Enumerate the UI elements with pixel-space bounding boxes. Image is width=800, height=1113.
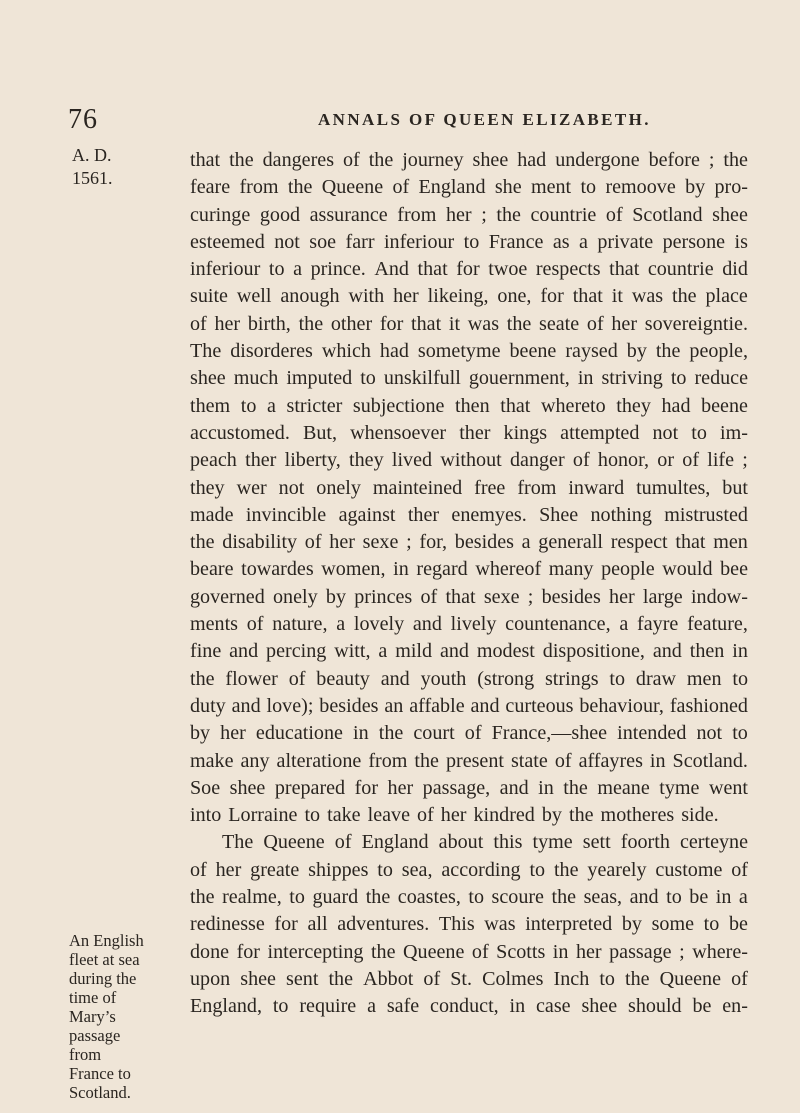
margin-note-line: during the	[69, 969, 137, 988]
margin-note-line: from	[69, 1045, 102, 1064]
margin-year-line: A. D.	[72, 145, 112, 165]
text-line: inferiour to a prince. And that for twoe respects that countrie did	[190, 258, 748, 281]
margin-note-line: France to	[69, 1064, 131, 1083]
text-line: feare from the Queene of England she ment to remoove by pro-	[190, 176, 748, 199]
page-number: 76	[68, 104, 98, 135]
margin-note-line: passage	[69, 1026, 121, 1045]
text-line: of her greate shippes to sea, according to the yearely custome of	[190, 858, 748, 881]
text-line: done for intercepting the Queene of Scotts in her passage ; where-	[190, 940, 748, 963]
text-line: Soe shee prepared for her passage, and in the meane tyme went	[190, 776, 748, 799]
margin-note-line: Mary’s	[69, 1007, 116, 1026]
text-line: the flower of beauty and youth (strong strings to draw men to	[190, 667, 748, 690]
text-line: make any alteratione from the present state of affayres in Scotland.	[190, 749, 748, 772]
text-line: the disability of her sexe ; for, besides a generall respect that men	[190, 531, 748, 554]
text-line: them to a stricter subjectione then that whereto they had beene	[190, 394, 748, 417]
text-line: The Queene of England about this tyme sett foorth certeyne	[222, 831, 748, 854]
margin-note	[69, 931, 155, 1102]
text-line: governed onely by princes of that sexe ; besides her large indow-	[190, 585, 748, 608]
margin-note-line: time of	[69, 988, 117, 1007]
text-line: peach ther liberty, they lived without danger of honor, or of life ;	[190, 449, 748, 472]
running-head: ANNALS OF QUEEN ELIZABETH.	[318, 110, 651, 129]
margin-note-line: An English	[69, 931, 144, 950]
text-line: esteemed not soe farr inferiour to France as a private persone is	[190, 230, 748, 253]
text-line: The disorderes which had sometyme beene raysed by the people,	[190, 340, 748, 363]
text-line: England, to require a safe conduct, in case shee should be en-	[190, 995, 748, 1018]
margin-year-line: 1561.	[72, 168, 113, 188]
text-line: curinge good assurance from her ; the countrie of Scotland shee	[190, 203, 748, 226]
text-line: redinesse for all adventures. This was interpreted by some to be	[190, 913, 748, 936]
margin-year	[72, 144, 113, 190]
text-line: upon shee sent the Abbot of St. Colmes Inch to the Queene of	[190, 967, 748, 990]
body-text	[190, 147, 748, 1021]
text-line: that the dangeres of the journey shee had undergone before ; the	[190, 149, 748, 171]
text-line: shee much imputed to unskilfull gouernment, in striving to reduce	[190, 367, 748, 390]
margin-note-line: fleet at sea	[69, 950, 140, 969]
text-line: the realme, to guard the coastes, to scoure the seas, and to be in a	[190, 886, 748, 909]
text-line: suite well anough with her likeing, one, for that it was the place	[190, 285, 748, 308]
text-line: fine and percing witt, a mild and modest dispositione, and then in	[190, 640, 748, 663]
margin-note-line: Scotland.	[69, 1083, 131, 1102]
text-line: they wer not onely mainteined free from inward tumultes, but	[190, 476, 748, 499]
text-line: duty and love); besides an affable and curteous behaviour, fashioned	[190, 694, 748, 717]
text-line: into Lorraine to take leave of her kindred by the motheres side.	[190, 804, 719, 827]
text-line: of her birth, the other for that it was the seate of her sovereigntie.	[190, 312, 748, 335]
text-line: accustomed. But, whensoever ther kings attempted not to im-	[190, 421, 748, 444]
text-line: ments of nature, a lovely and lively countenance, a fayre feature,	[190, 613, 748, 636]
text-line: beare towardes women, in regard whereof many people would bee	[190, 558, 748, 581]
text-line: made invincible against ther enemyes. Shee nothing mistrusted	[190, 503, 748, 526]
text-line: by her educatione in the court of France,—shee intended not to	[190, 722, 748, 745]
